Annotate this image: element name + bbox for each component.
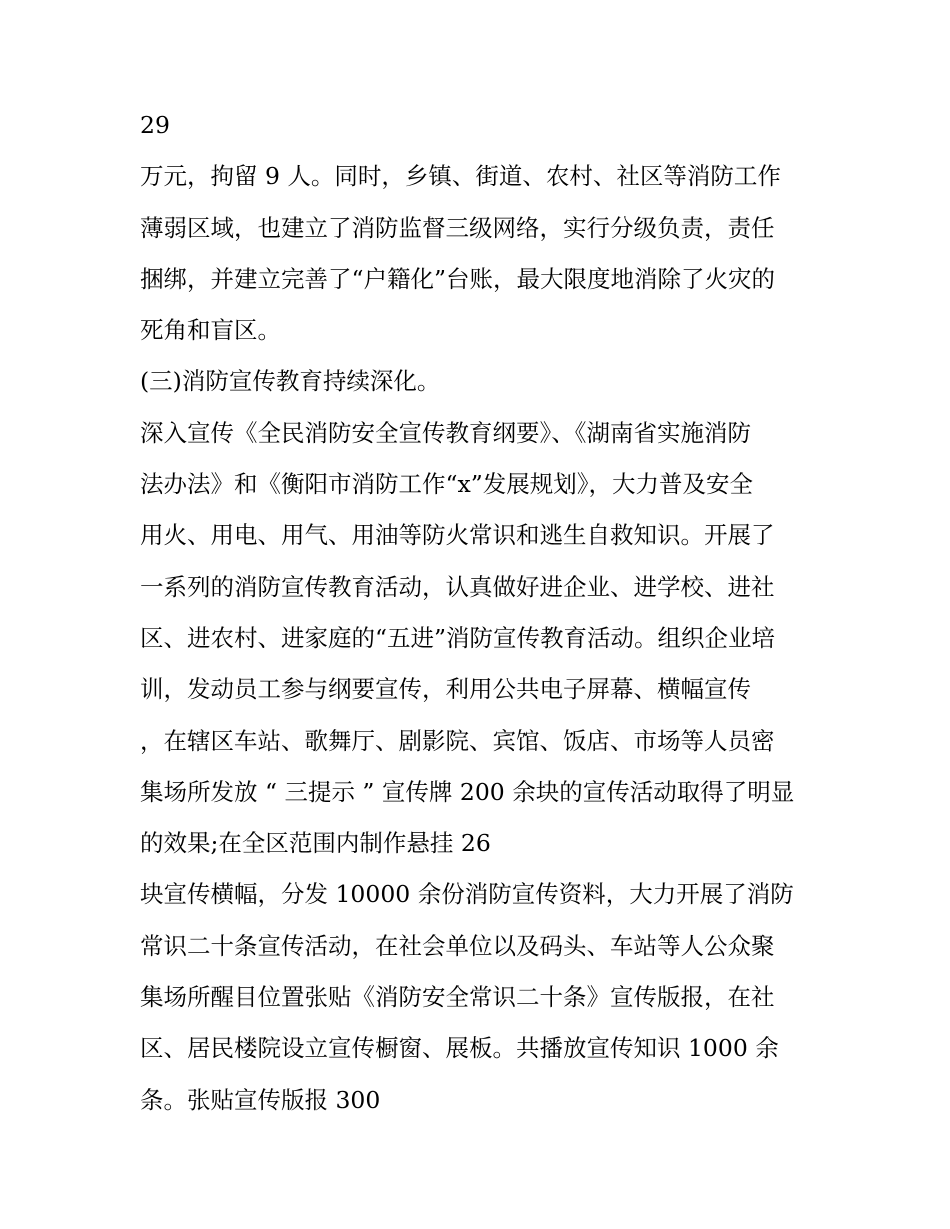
text-line: 万元，拘留 9 人。同时，乡镇、街道、农村、社区等消防工作 — [140, 162, 781, 191]
text-line: 捆绑，并建立完善了“户籍化”台账，最大限度地消除了火灾的 — [140, 264, 776, 293]
text-line: 区、进农村、进家庭的“五进”消防宣传教育活动。组织企业培 — [140, 623, 776, 652]
text-line: 集场所发放 “ 三提示 ” 宣传牌 200 余块的宣传活动取得了明显 — [140, 777, 795, 806]
text-line: 深入宣传《全民消防安全宣传教育纲要》、《湖南省实施消防 — [140, 418, 751, 447]
text-line: 块宣传横幅，分发 10000 余份消防宣传资料，大力开展了消防 — [140, 880, 794, 909]
text-line: 死角和盲区。 — [140, 316, 281, 345]
text-line: 区、居民楼院设立宣传橱窗、展板。共播放宣传知识 1000 余 — [140, 1034, 779, 1063]
text-line: 的效果;在全区范围内制作悬挂 26 — [140, 829, 491, 858]
text-line: 用火、用电、用气、用油等防火常识和逃生自救知识。开展了 — [140, 521, 775, 550]
page-number-line: 29 — [140, 111, 170, 139]
body-text — [140, 100, 820, 1126]
section-heading: (三)消防宣传教育持续深化。 — [140, 367, 441, 396]
text-line: ，在辖区车站、歌舞厅、剧影院、宾馆、饭店、市场等人员密 — [140, 726, 775, 755]
text-line: 一系列的消防宣传教育活动，认真做好进企业、进学校、进社 — [140, 572, 775, 601]
text-line: 集场所醒目位置张贴《消防安全常识二十条》宣传版报，在社 — [140, 983, 775, 1012]
text-line: 常识二十条宣传活动，在社会单位以及码头、车站等人公众聚 — [140, 931, 775, 960]
text-line: 薄弱区域，也建立了消防监督三级网络，实行分级负责，责任 — [140, 213, 775, 242]
text-line: 训，发动员工参与纲要宣传，利用公共电子屏幕、横幅宣传 — [140, 675, 751, 704]
text-line: 条。张贴宣传版报 300 — [140, 1085, 381, 1114]
text-line: 法办法》和《衡阳市消防工作“x”发展规划》，大力普及安全 — [140, 470, 754, 499]
